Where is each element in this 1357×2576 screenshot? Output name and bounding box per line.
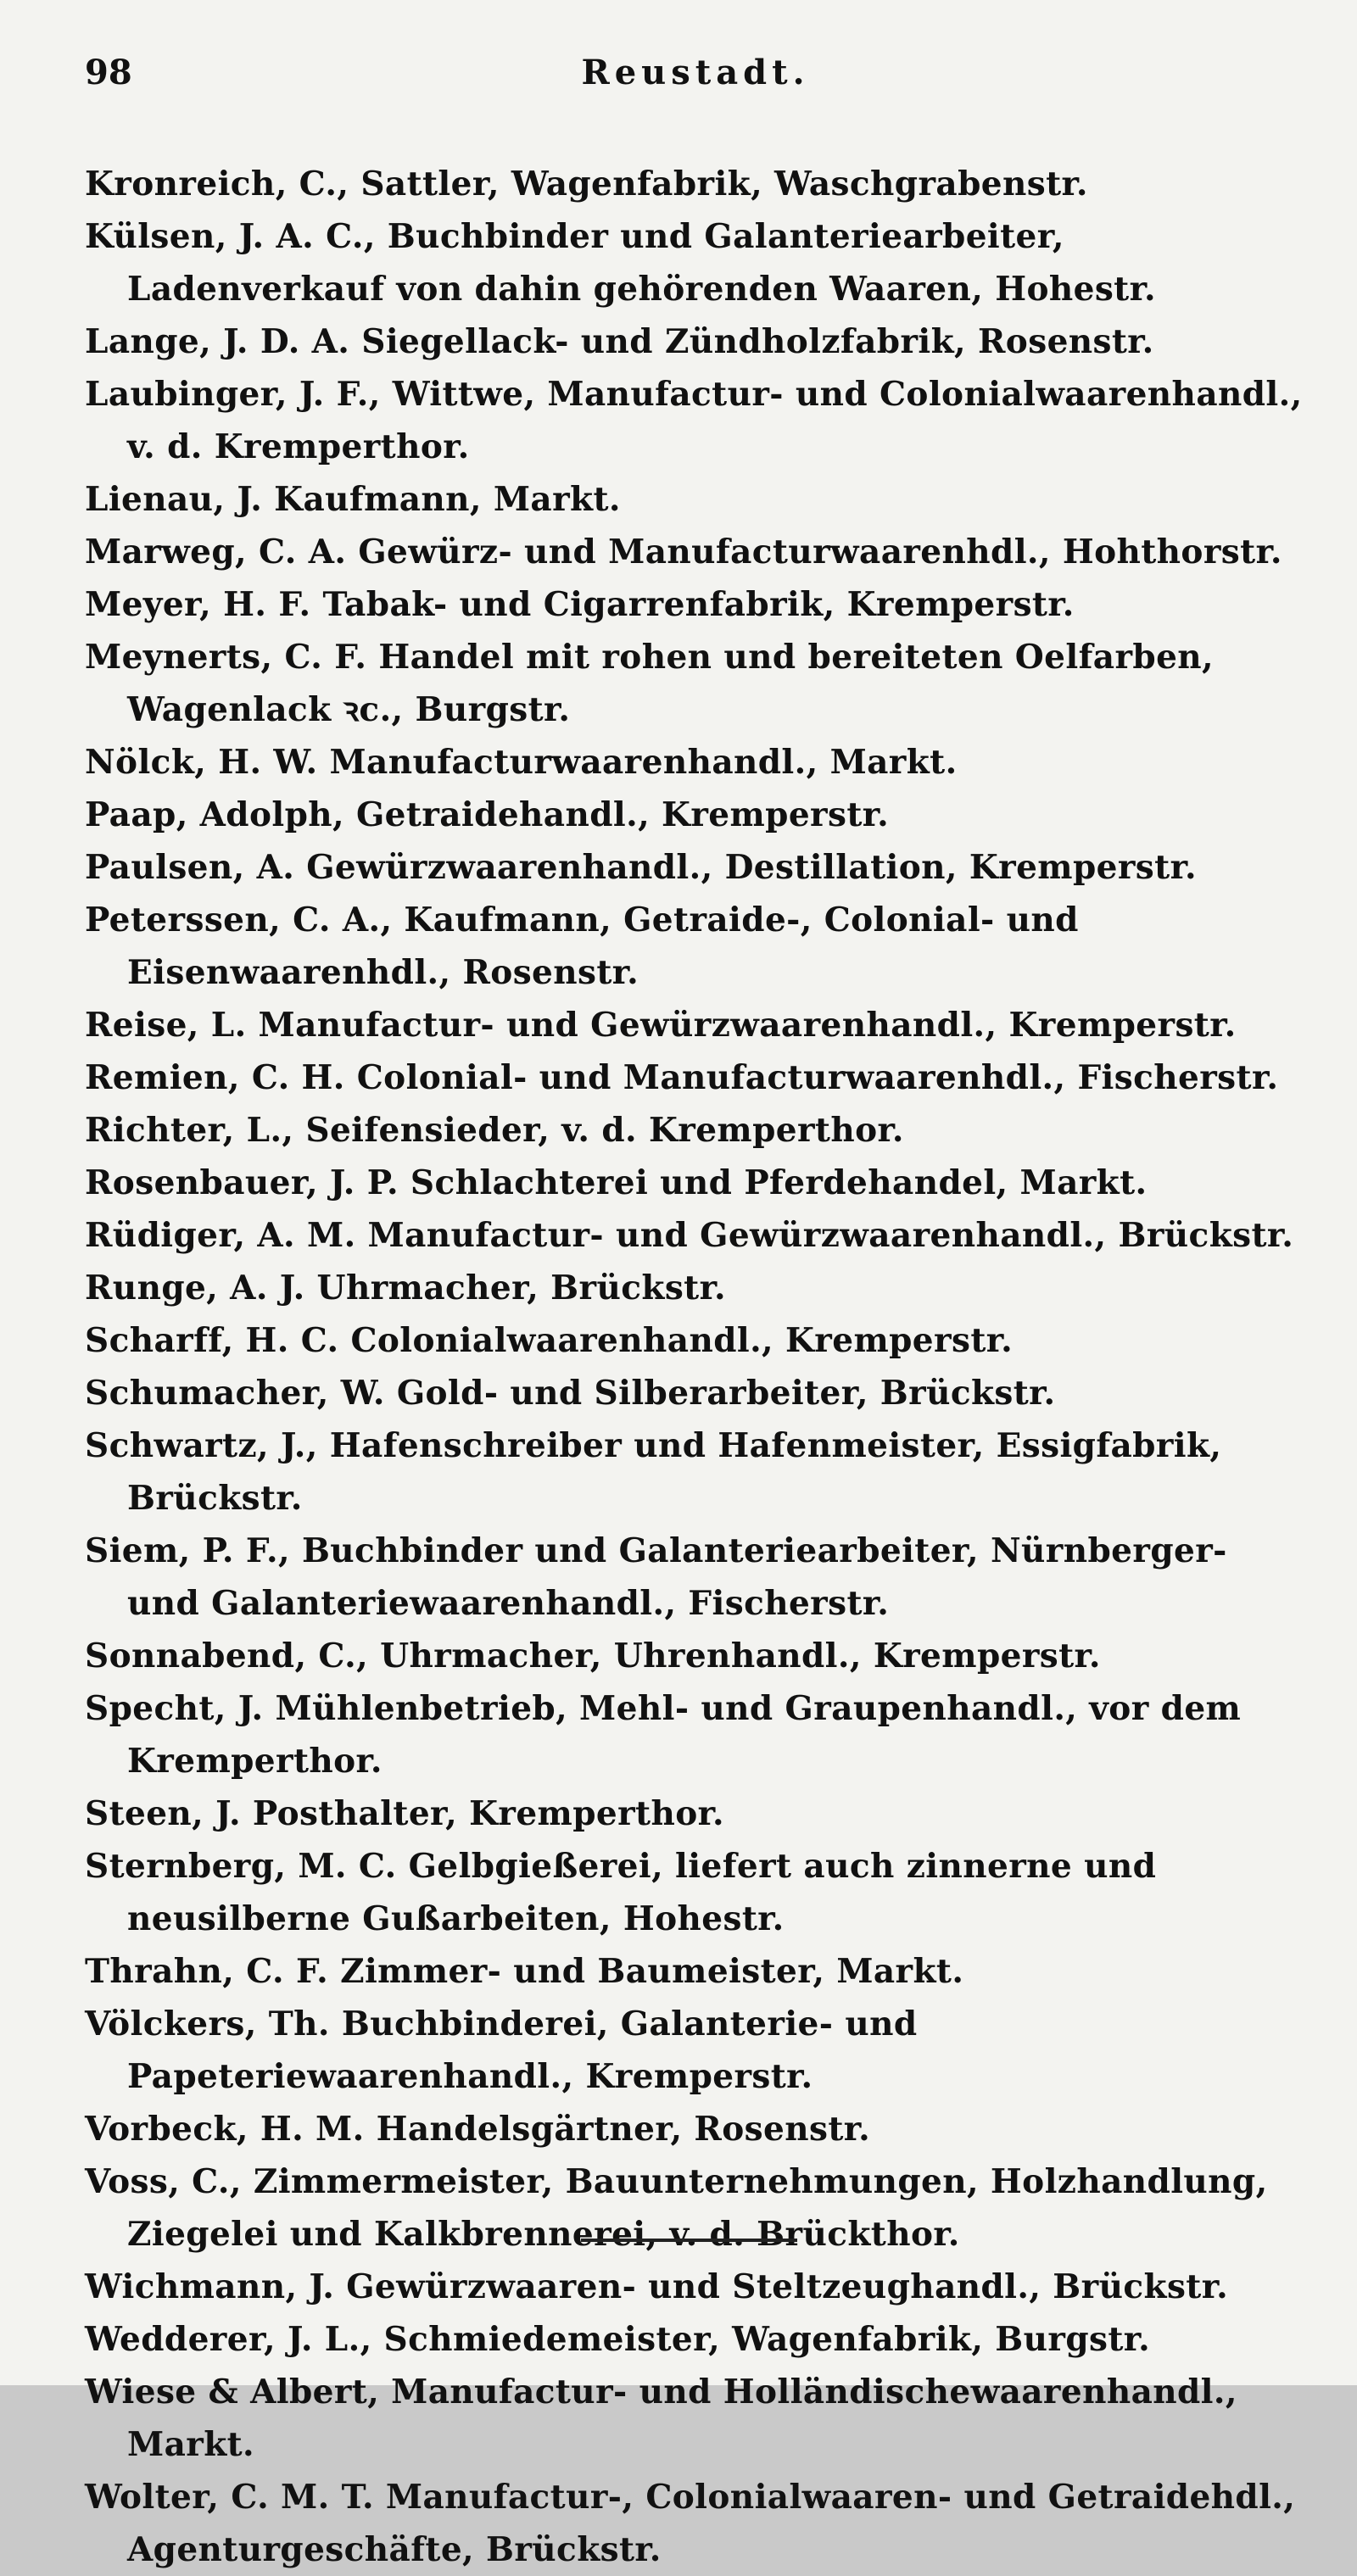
directory-entry: Külsen, J. A. C., Buchbinder und Galanteriearbeiter, Ladenverkauf von dahin gehörenden Waaren, Hohestr. (85, 217, 1156, 309)
directory-entry: Lange, J. D. A. Siegellack- und Zündholzfabrik, Rosenstr. (85, 322, 1154, 361)
directory-entry: Sonnabend, C., Uhrmacher, Uhrenhandl., Kremperstr. (85, 1636, 1101, 1676)
directory-entry: Paap, Adolph, Getraidehandl., Kremperstr. (85, 795, 890, 834)
directory-entry: Scharff, H. C. Colonialwaarenhandl., Kremperstr. (85, 1321, 1014, 1360)
directory-entry: Thrahn, C. F. Zimmer- und Baumeister, Markt. (85, 1952, 964, 1991)
directory-entry: Kronreich, C., Sattler, Wagenfabrik, Waschgrabenstr. (85, 164, 1088, 204)
directory-entry: Remien, C. H. Colonial- und Manufacturwaarenhdl., Fischerstr. (85, 1058, 1279, 1097)
directory-list (85, 158, 1306, 2576)
directory-entry: Laubinger, J. F., Wittwe, Manufactur- und Colonialwaarenhandl., v. d. Kremperthor. (85, 375, 1303, 466)
directory-entry: Richter, L., Seifensieder, v. d. Kremperthor. (85, 1111, 904, 1150)
directory-entry: Peterssen, C. A., Kaufmann, Getraide-, Colonial- und Eisenwaarenhdl., Rosenstr. (85, 900, 1079, 992)
directory-entry: Specht, J. Mühlenbetrieb, Mehl- und Graupenhandl., vor dem Kremperthor. (85, 1689, 1242, 1781)
directory-entry: Sternberg, M. C. Gelbgießerei, liefert auch zinnerne und neusilberne Gußarbeiten, Hohestr. (85, 1847, 1157, 1938)
directory-entry: Wedderer, J. L., Schmiedemeister, Wagenfabrik, Burgstr. (85, 2320, 1151, 2359)
directory-entry: Nölck, H. W. Manufacturwaarenhandl., Markt. (85, 743, 958, 782)
directory-entry: Wolter, C. M. T. Manufactur-, Colonialwaaren- und Getraidehdl., Agenturgeschäfte, Brückstr. (85, 2478, 1296, 2569)
directory-entry: Voss, C., Zimmermeister, Bauunternehmungen, Holzhandlung, Ziegelei und Kalkbrennerei, v. d. Brückthor. (85, 2162, 1268, 2254)
directory-entry: Vorbeck, H. M. Handelsgärtner, Rosenstr. (85, 2110, 871, 2149)
directory-entry: Wichmann, J. Gewürzwaaren- und Steltzeughandl., Brückstr. (85, 2267, 1229, 2306)
directory-entry: Rüdiger, A. M. Manufactur- und Gewürzwaarenhandl., Brückstr. (85, 1216, 1294, 1255)
section-end-rule (581, 2239, 797, 2242)
directory-entry: Wiese & Albert, Manufactur- und Holländischewaarenhandl., Markt. (85, 2372, 1237, 2464)
directory-entry: Steen, J. Posthalter, Kremperthor. (85, 1794, 724, 1833)
directory-entry: Rosenbauer, J. P. Schlachterei und Pferdehandel, Markt. (85, 1163, 1148, 1202)
page-number: 98 (85, 53, 132, 92)
directory-entry: Schumacher, W. Gold- und Silberarbeiter, Brückstr. (85, 1374, 1056, 1413)
directory-entry: Reise, L. Manufactur- und Gewürzwaarenhandl., Kremperstr. (85, 1006, 1237, 1045)
directory-entry: Paulsen, A. Gewürzwaarenhandl., Destillation, Kremperstr. (85, 848, 1197, 887)
directory-entry: Meyer, H. F. Tabak- und Cigarrenfabrik, Kremperstr. (85, 585, 1075, 624)
page-header (85, 53, 1306, 119)
directory-entry: Meynerts, C. F. Handel mit rohen und bereiteten Oelfarben, Wagenlack ꝛc., Burgstr. (85, 638, 1215, 729)
directory-entry: Siem, P. F., Buchbinder und Galanteriearbeiter, Nürnberger- und Galanteriewaarenhandl., Fischerstr. (85, 1531, 1227, 1623)
directory-entry: Runge, A. J. Uhrmacher, Brückstr. (85, 1268, 726, 1308)
directory-entry: Schwartz, J., Hafenschreiber und Hafenmeister, Essigfabrik, Brückstr. (85, 1426, 1222, 1518)
directory-entry: Marweg, C. A. Gewürz- und Manufacturwaarenhdl., Hohthorstr. (85, 532, 1282, 572)
directory-entry: Lienau, J. Kaufmann, Markt. (85, 480, 621, 519)
directory-entry: Völckers, Th. Buchbinderei, Galanterie- und Papeteriewaarenhandl., Kremperstr. (85, 2004, 918, 2096)
running-title: Reustadt. (581, 53, 810, 92)
